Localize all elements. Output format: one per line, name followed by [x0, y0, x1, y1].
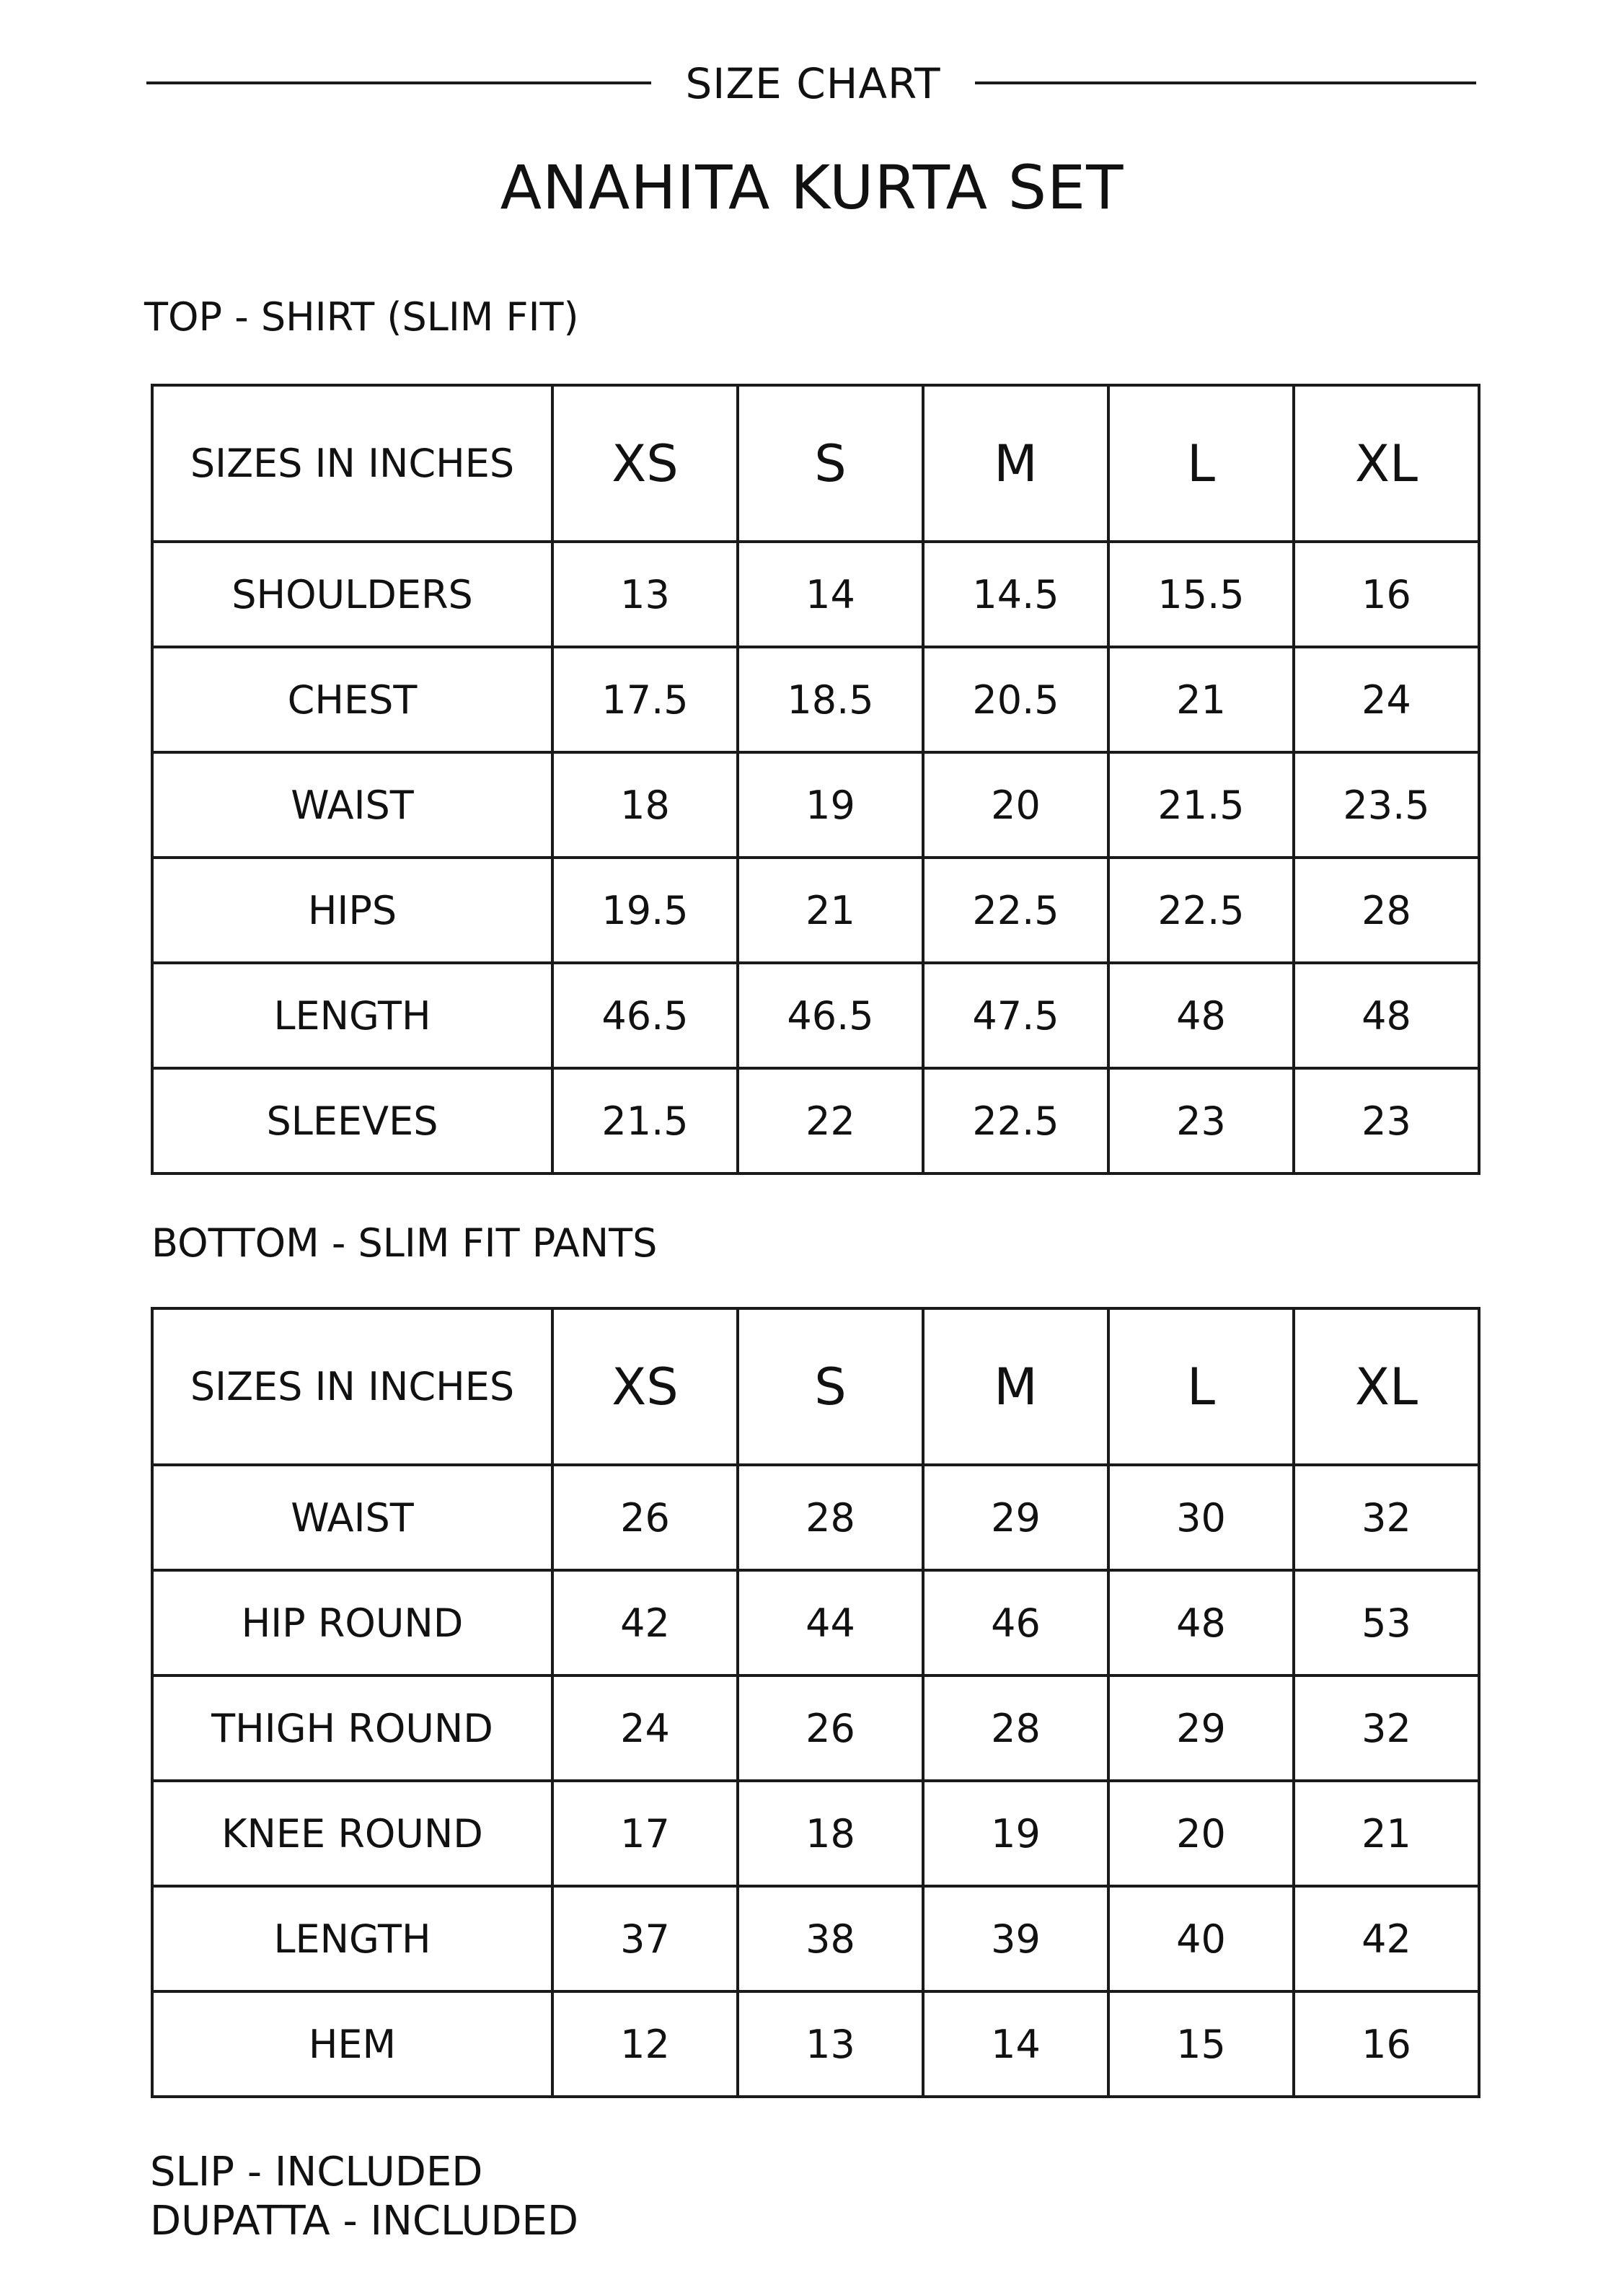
table-cell: 22.5	[923, 1068, 1108, 1173]
table-cell: 48	[1108, 963, 1294, 1068]
table-row-thigh-round	[152, 1675, 1479, 1781]
size-header-l: L	[1108, 385, 1294, 542]
table-row-hem	[152, 1991, 1479, 2097]
table-cell: 24	[552, 1675, 738, 1781]
table-cell: 16	[1294, 1991, 1479, 2097]
table-cell: 15.5	[1108, 542, 1294, 647]
sizes-in-inches-header: SIZES IN INCHES	[152, 1308, 552, 1465]
row-label: HIPS	[152, 858, 552, 963]
table-cell: 21.5	[552, 1068, 738, 1173]
table-row-hip-round	[152, 1570, 1479, 1675]
table-cell: 46.5	[552, 963, 738, 1068]
table-cell: 20.5	[923, 647, 1108, 752]
table-cell: 29	[923, 1465, 1108, 1570]
table-cell: 21	[738, 858, 923, 963]
table-cell: 22	[738, 1068, 923, 1173]
bottom-section-title: BOTTOM - SLIM FIT PANTS	[151, 1220, 658, 1266]
table-cell: 12	[552, 1991, 738, 2097]
row-label: CHEST	[152, 647, 552, 752]
table-cell: 17.5	[552, 647, 738, 752]
table-cell: 46	[923, 1570, 1108, 1675]
table-cell: 19	[923, 1781, 1108, 1886]
table-cell: 48	[1294, 963, 1479, 1068]
row-label: SHOULDERS	[152, 542, 552, 647]
table-cell: 13	[738, 1991, 923, 2097]
table-cell: 23.5	[1294, 752, 1479, 858]
table-cell: 28	[738, 1465, 923, 1570]
table-row-length	[152, 1886, 1479, 1991]
table-cell: 16	[1294, 542, 1479, 647]
table-cell: 21	[1294, 1781, 1479, 1886]
row-label: KNEE ROUND	[152, 1781, 552, 1886]
table-cell: 14.5	[923, 542, 1108, 647]
table-cell: 17	[552, 1781, 738, 1886]
table-cell: 28	[1294, 858, 1479, 963]
table-row-shoulders	[152, 542, 1479, 647]
table-cell: 30	[1108, 1465, 1294, 1570]
table-row-knee-round	[152, 1781, 1479, 1886]
table-row-chest	[152, 647, 1479, 752]
table-row-sleeves	[152, 1068, 1479, 1173]
table-cell: 26	[738, 1675, 923, 1781]
table-cell: 23	[1108, 1068, 1294, 1173]
table-row-waist	[152, 1465, 1479, 1570]
dupatta-note: DUPATTA - INCLUDED	[150, 2198, 578, 2245]
table-cell: 18	[738, 1781, 923, 1886]
size-header-xl: XL	[1294, 1308, 1479, 1465]
table-cell: 47.5	[923, 963, 1108, 1068]
row-label: WAIST	[152, 1465, 552, 1570]
table-cell: 21	[1108, 647, 1294, 752]
size-chart-heading: SIZE CHART	[685, 59, 941, 108]
table-row-hips	[152, 858, 1479, 963]
table-cell: 15	[1108, 1991, 1294, 2097]
table-cell: 14	[738, 542, 923, 647]
table-cell: 48	[1108, 1570, 1294, 1675]
table-cell: 32	[1294, 1465, 1479, 1570]
table-cell: 14	[923, 1991, 1108, 2097]
row-label: LENGTH	[152, 963, 552, 1068]
table-cell: 53	[1294, 1570, 1479, 1675]
size-header-m: M	[923, 385, 1108, 542]
header-rule-right	[975, 82, 1476, 84]
row-label: THIGH ROUND	[152, 1675, 552, 1781]
product-title: ANAHITA KURTA SET	[500, 152, 1124, 223]
table-cell: 38	[738, 1886, 923, 1991]
table-cell: 22.5	[923, 858, 1108, 963]
table-cell: 28	[923, 1675, 1108, 1781]
table-row-waist	[152, 752, 1479, 858]
size-header-l: L	[1108, 1308, 1294, 1465]
table-cell: 18.5	[738, 647, 923, 752]
table-cell: 20	[1108, 1781, 1294, 1886]
table-cell: 42	[1294, 1886, 1479, 1991]
row-label: LENGTH	[152, 1886, 552, 1991]
table-cell: 20	[923, 752, 1108, 858]
size-header-xs: XS	[552, 1308, 738, 1465]
table-cell: 23	[1294, 1068, 1479, 1173]
row-label: SLEEVES	[152, 1068, 552, 1173]
row-label: HIP ROUND	[152, 1570, 552, 1675]
size-header-m: M	[923, 1308, 1108, 1465]
sizes-in-inches-header: SIZES IN INCHES	[152, 385, 552, 542]
table-cell: 32	[1294, 1675, 1479, 1781]
bottom-size-table	[151, 1307, 1480, 2098]
table-cell: 39	[923, 1886, 1108, 1991]
table-cell: 26	[552, 1465, 738, 1570]
table-row-length	[152, 963, 1479, 1068]
row-label: HEM	[152, 1991, 552, 2097]
row-label: WAIST	[152, 752, 552, 858]
included-notes	[150, 2148, 578, 2246]
table-cell: 19.5	[552, 858, 738, 963]
table-cell: 40	[1108, 1886, 1294, 1991]
table-cell: 24	[1294, 647, 1479, 752]
table-cell: 13	[552, 542, 738, 647]
size-header-s: S	[738, 385, 923, 542]
size-header-xs: XS	[552, 385, 738, 542]
table-cell: 18	[552, 752, 738, 858]
table-header-row	[152, 1308, 1479, 1465]
table-cell: 22.5	[1108, 858, 1294, 963]
table-cell: 46.5	[738, 963, 923, 1068]
table-cell: 21.5	[1108, 752, 1294, 858]
table-cell: 29	[1108, 1675, 1294, 1781]
top-section-title: TOP - SHIRT (SLIM FIT)	[144, 294, 579, 340]
header-rule-left	[146, 82, 651, 84]
table-cell: 44	[738, 1570, 923, 1675]
top-size-table	[151, 384, 1480, 1175]
size-header-xl: XL	[1294, 385, 1479, 542]
slip-note: SLIP - INCLUDED	[150, 2149, 483, 2196]
table-cell: 19	[738, 752, 923, 858]
size-header-s: S	[738, 1308, 923, 1465]
table-cell: 37	[552, 1886, 738, 1991]
table-cell: 42	[552, 1570, 738, 1675]
table-header-row	[152, 385, 1479, 542]
